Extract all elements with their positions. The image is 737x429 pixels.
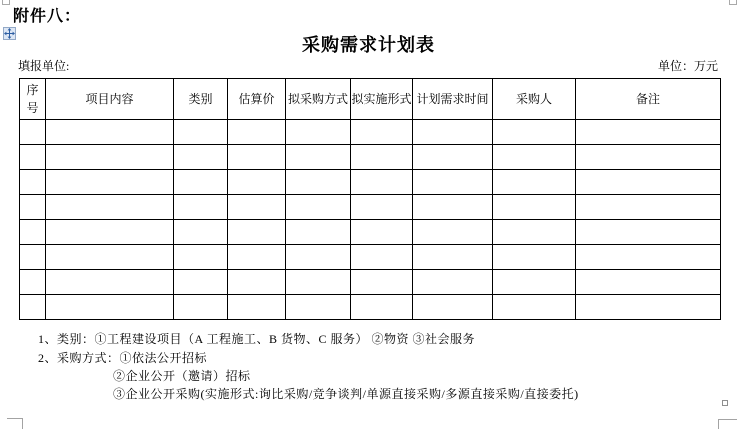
empty-cell[interactable] xyxy=(174,270,228,295)
empty-cell[interactable] xyxy=(20,195,46,220)
empty-cell[interactable] xyxy=(493,245,576,270)
table-row xyxy=(20,245,721,270)
empty-cell[interactable] xyxy=(228,245,286,270)
empty-cell[interactable] xyxy=(413,170,493,195)
empty-cell[interactable] xyxy=(413,245,493,270)
empty-cell[interactable] xyxy=(20,120,46,145)
procurement-plan-table xyxy=(19,78,721,320)
empty-cell[interactable] xyxy=(174,220,228,245)
bottom-right-crop-mark-vertical xyxy=(718,419,719,429)
empty-cell[interactable] xyxy=(576,120,721,145)
empty-cell[interactable] xyxy=(286,220,351,245)
empty-cell[interactable] xyxy=(228,195,286,220)
empty-cell[interactable] xyxy=(413,120,493,145)
empty-cell[interactable] xyxy=(576,220,721,245)
bottom-left-crop-mark xyxy=(7,418,23,419)
empty-cell[interactable] xyxy=(286,195,351,220)
fill-unit-label: 填报单位: xyxy=(18,59,70,73)
bottom-right-crop-mark xyxy=(718,419,737,420)
attachment-heading: 附件八： xyxy=(13,8,82,25)
note-open-procurement: ③企业公开采购(实施形式:询比采购/竞争谈判/单源直接采购/多源直接采购/直接委托) xyxy=(113,387,579,401)
empty-cell[interactable] xyxy=(493,220,576,245)
empty-cell[interactable] xyxy=(351,295,413,320)
header-remarks: 备注 xyxy=(576,79,721,120)
empty-cell[interactable] xyxy=(413,145,493,170)
note-invited-bidding: ②企业公开（邀请）招标 xyxy=(113,369,251,383)
header-purchaser: 采购人 xyxy=(493,79,576,120)
table-row xyxy=(20,220,721,245)
empty-cell[interactable] xyxy=(228,295,286,320)
empty-cell[interactable] xyxy=(286,145,351,170)
table-row xyxy=(20,145,721,170)
header-category: 类别 xyxy=(174,79,228,120)
empty-cell[interactable] xyxy=(174,245,228,270)
empty-cell[interactable] xyxy=(46,170,174,195)
header-estimated-price: 估算价 xyxy=(228,79,286,120)
empty-cell[interactable] xyxy=(493,295,576,320)
empty-cell[interactable] xyxy=(351,170,413,195)
empty-cell[interactable] xyxy=(286,120,351,145)
empty-cell[interactable] xyxy=(576,170,721,195)
empty-cell[interactable] xyxy=(228,170,286,195)
empty-cell[interactable] xyxy=(286,245,351,270)
page-title: 采购需求计划表 xyxy=(302,35,435,55)
table-header xyxy=(20,79,721,120)
empty-cell[interactable] xyxy=(576,145,721,170)
empty-cell[interactable] xyxy=(174,120,228,145)
empty-cell[interactable] xyxy=(20,145,46,170)
empty-cell[interactable] xyxy=(493,195,576,220)
empty-cell[interactable] xyxy=(228,270,286,295)
empty-cell[interactable] xyxy=(46,295,174,320)
empty-cell[interactable] xyxy=(46,195,174,220)
empty-cell[interactable] xyxy=(576,270,721,295)
table-row xyxy=(20,295,721,320)
empty-cell[interactable] xyxy=(46,270,174,295)
table-row xyxy=(20,270,721,295)
table-row xyxy=(20,170,721,195)
empty-cell[interactable] xyxy=(286,295,351,320)
empty-cell[interactable] xyxy=(20,245,46,270)
empty-cell[interactable] xyxy=(20,170,46,195)
bottom-left-crop-mark-vertical xyxy=(22,418,23,429)
header-row xyxy=(20,79,721,120)
table-body xyxy=(20,120,721,320)
empty-cell[interactable] xyxy=(576,195,721,220)
empty-cell[interactable] xyxy=(174,295,228,320)
empty-cell[interactable] xyxy=(351,220,413,245)
table-row xyxy=(20,120,721,145)
empty-cell[interactable] xyxy=(46,120,174,145)
empty-cell[interactable] xyxy=(174,170,228,195)
empty-cell[interactable] xyxy=(493,170,576,195)
empty-cell[interactable] xyxy=(493,120,576,145)
empty-cell[interactable] xyxy=(351,145,413,170)
empty-cell[interactable] xyxy=(228,220,286,245)
header-planned-demand-time: 计划需求时间 xyxy=(413,79,493,120)
empty-cell[interactable] xyxy=(46,145,174,170)
empty-cell[interactable] xyxy=(20,220,46,245)
header-proposed-implementation-form: 拟实施形式 xyxy=(351,79,413,120)
empty-cell[interactable] xyxy=(413,195,493,220)
header-proposed-procurement-method: 拟采购方式 xyxy=(286,79,351,120)
empty-cell[interactable] xyxy=(46,220,174,245)
empty-cell[interactable] xyxy=(46,245,174,270)
empty-cell[interactable] xyxy=(576,295,721,320)
empty-cell[interactable] xyxy=(20,295,46,320)
header-project-content: 项目内容 xyxy=(46,79,174,120)
empty-cell[interactable] xyxy=(413,270,493,295)
note-category: 1、类别：①工程建设项目（A 工程施工、B 货物、C 服务） ②物资 ③社会服务 xyxy=(38,332,476,346)
empty-cell[interactable] xyxy=(413,295,493,320)
empty-cell[interactable] xyxy=(228,120,286,145)
top-right-partial-handle xyxy=(729,0,737,5)
empty-cell[interactable] xyxy=(228,145,286,170)
empty-cell[interactable] xyxy=(351,120,413,145)
empty-cell[interactable] xyxy=(351,245,413,270)
empty-cell[interactable] xyxy=(174,195,228,220)
top-left-partial-handle xyxy=(2,0,10,5)
empty-cell[interactable] xyxy=(493,270,576,295)
unit-label: 单位：万元 xyxy=(657,59,718,73)
empty-cell[interactable] xyxy=(286,270,351,295)
header-seq-no: 序号 xyxy=(20,79,46,120)
empty-cell[interactable] xyxy=(351,195,413,220)
empty-cell[interactable] xyxy=(20,270,46,295)
resize-handle-square xyxy=(722,400,728,406)
empty-cell[interactable] xyxy=(351,270,413,295)
note-procurement-method: 2、采购方式：①依法公开招标 xyxy=(38,351,208,365)
empty-cell[interactable] xyxy=(286,170,351,195)
empty-cell[interactable] xyxy=(576,245,721,270)
empty-cell[interactable] xyxy=(493,145,576,170)
empty-cell[interactable] xyxy=(174,145,228,170)
empty-cell[interactable] xyxy=(413,220,493,245)
table-row xyxy=(20,195,721,220)
